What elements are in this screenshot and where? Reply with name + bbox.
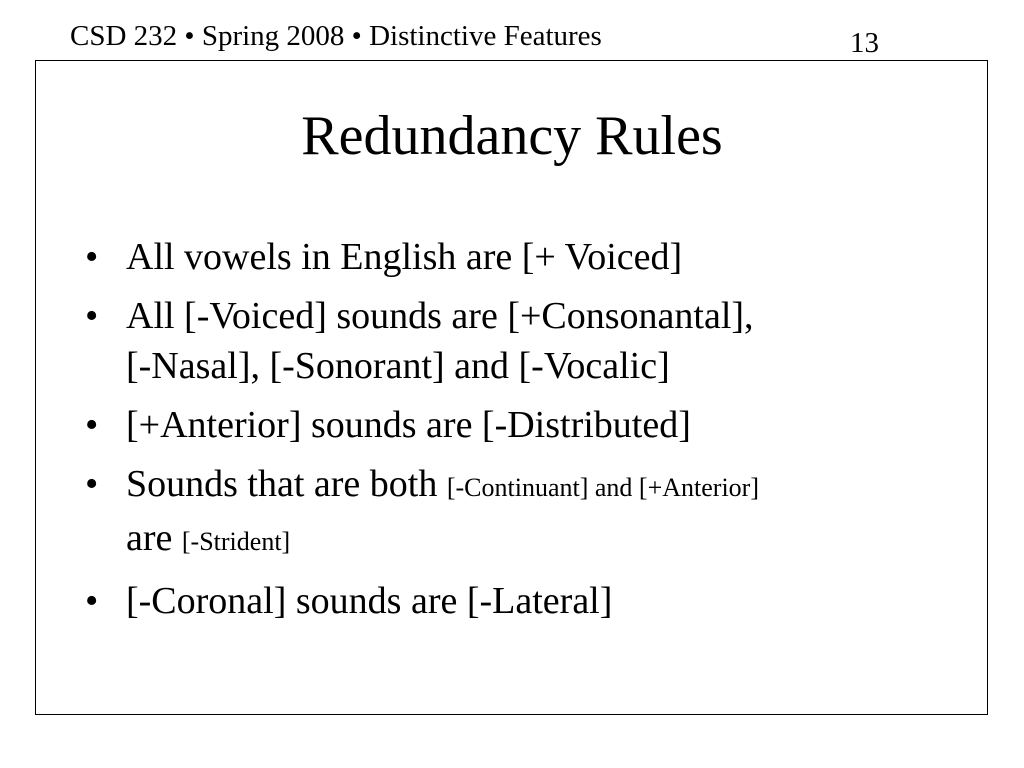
- bullet-dot: •: [85, 404, 99, 446]
- bullet-text-small: [-Continuant] and [+Anterior]: [446, 473, 759, 502]
- bullet-item: [85, 459, 965, 567]
- bullet-dot: •: [85, 463, 99, 505]
- bullet-dot: •: [85, 236, 99, 278]
- bullet-list: [85, 232, 965, 635]
- slide-title: Redundancy Rules: [301, 105, 723, 167]
- bullet-item: [85, 232, 965, 282]
- bullet-text: All [-Voiced] sounds are [+Consonantal],: [126, 295, 754, 337]
- bullet-text: [-Coronal] sounds are [-Lateral]: [126, 580, 613, 622]
- page-number: 13: [850, 27, 879, 59]
- bullet-dot: •: [85, 295, 99, 337]
- bullet-text: Sounds that are both: [126, 463, 447, 505]
- bullet-text-continuation: are: [126, 517, 182, 559]
- bullet-text: All vowels in English are [+ Voiced]: [126, 236, 683, 278]
- slide-header: CSD 232 • Spring 2008 • Distinctive Features: [70, 20, 602, 52]
- bullet-item: [85, 291, 965, 391]
- bullet-text-small: [-Strident]: [181, 527, 291, 556]
- bullet-item: [85, 400, 965, 450]
- bullet-item: [85, 576, 965, 626]
- bullet-dot: •: [85, 580, 99, 622]
- bullet-text: [+Anterior] sounds are [-Distributed]: [126, 404, 691, 446]
- bullet-text-continuation: [-Nasal], [-Sonorant] and [-Vocalic]: [126, 345, 670, 387]
